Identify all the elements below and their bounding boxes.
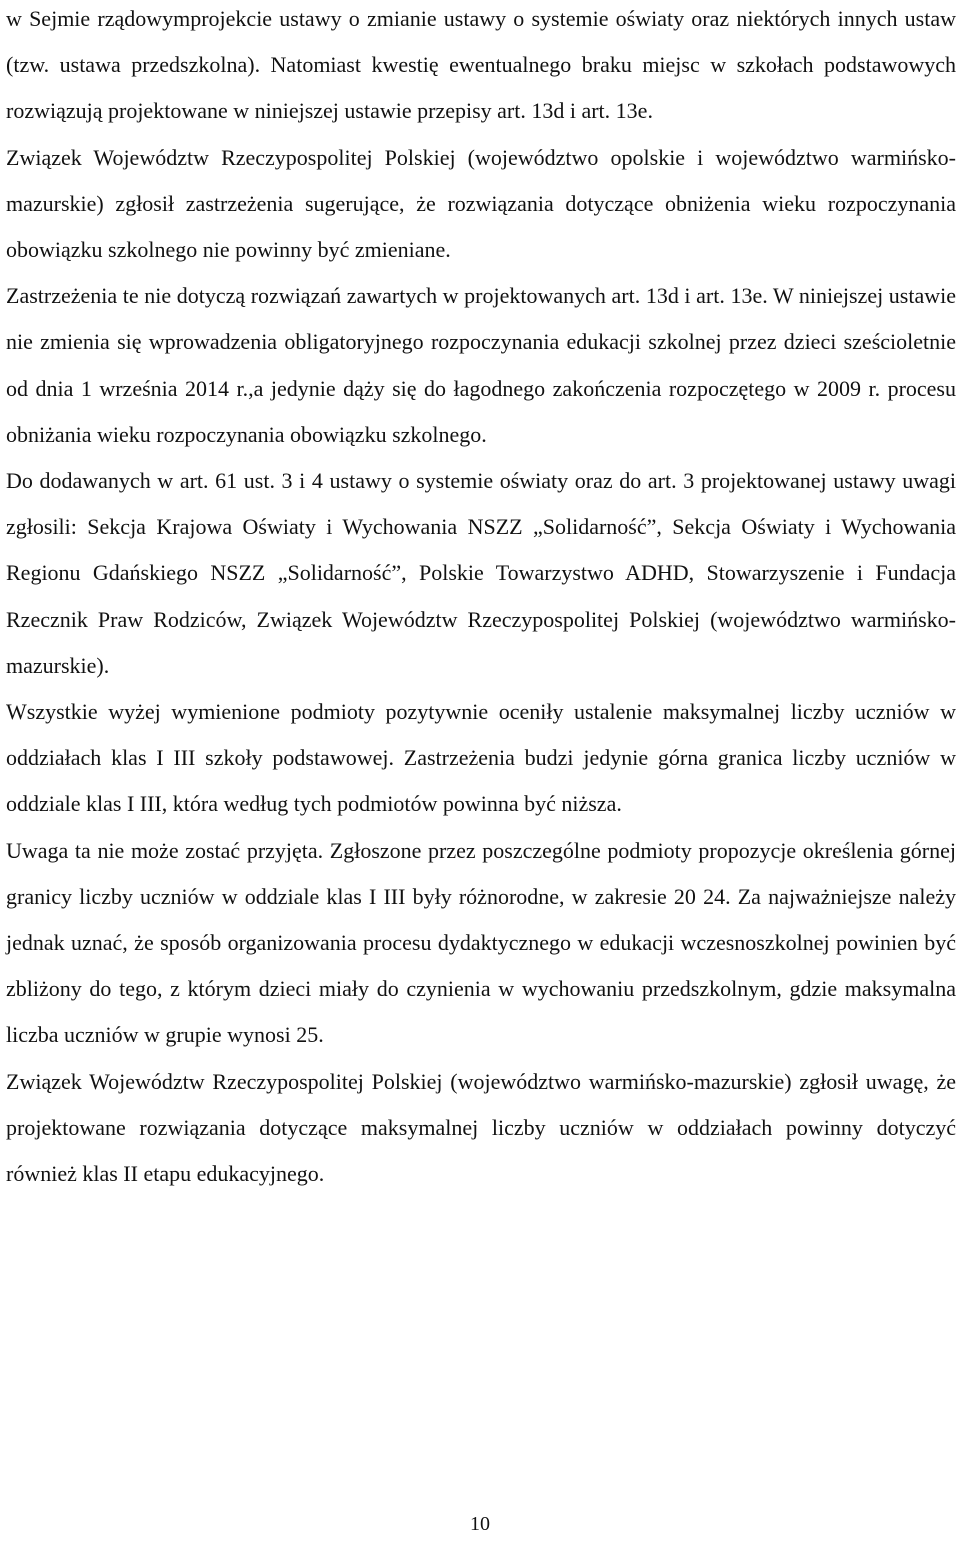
paragraph-zastrzezenia: Zastrzeżenia te nie dotyczą rozwiązań zawartych w projektowanych art. 13d i art. 13e. W niniejszej ustawie nie zmienia się wprowadzenia obligatoryjnego rozpoczynania edukacji szkolnej przez dzieci sześcioletnie od dnia 1 września 2014 r.,a jedynie dąży się do łagodnego zakończenia rozpoczętego w 2009 r. procesu obniżania wieku rozpoczynania obowiązku szkolnego.	[6, 283, 956, 447]
document-body	[6, 0, 956, 1197]
paragraph-uwaga-odrzucona: Uwaga ta nie może zostać przyjęta. Zgłoszone przez poszczególne podmioty propozycje określenia górnej granicy liczby uczniów w oddziale klas I III były różnorodne, w zakresie 20 24. Za najważniejsze należy jednak uznać, że sposób organizowania procesu dydaktycznego w edukacji wczesnoszkolnej powinien być zbliżony do tego, z którym dzieci miały do czynienia w wychowaniu przedszkolnym, gdzie maksymalna liczba uczniów w grupie wynosi 25.	[6, 837, 956, 1048]
paragraph-liczba-uczniow: Wszystkie wyżej wymienione podmioty pozytywnie oceniły ustalenie maksymalnej liczby uczniów w oddziałach klas I III szkoły podstawowej. Zastrzeżenia budzi jedynie górna granica liczby uczniów w oddziale klas I III, która według tych podmiotów powinna być niższa.	[6, 699, 956, 817]
paragraph-klasy-ii-etapu: Związek Województw Rzeczypospolitej Polskiej (województwo warmińsko-mazurskie) zgłosił uwagę, że projektowane rozwiązania dotyczące maksymalnej liczby uczniów w oddziałach powinny dotyczyć również klas II etapu edukacyjnego.	[6, 1068, 956, 1187]
paragraph-uwagi-art-61: Do dodawanych w art. 61 ust. 3 i 4 ustawy o systemie oświaty oraz do art. 3 projektowanej ustawy uwagi zgłosili: Sekcja Krajowa Oświaty i Wychowania NSZZ „Solidarność”, Sekcja Oświaty i Wychowania Regionu Gdańskiego NSZZ „Solidarność”, Polskie Towarzystwo ADHD, Stowarzyszenie i Fundacja Rzecznik Praw Rodziców, Związek Województw Rzeczypospolitej Polskiej (województwo warmińsko-mazurskie).	[6, 468, 956, 678]
paragraph-zwiazek-wojewodztw: Związek Województw Rzeczypospolitej Polskiej (województwo opolskie i województwo warmińsko-mazurskie) zgłosił zastrzeżenia sugerujące, że rozwiązania dotyczące obniżenia wieku rozpoczynania obowiązku szkolnego nie powinny być zmieniane.	[6, 144, 956, 263]
page-number: 10	[470, 1513, 490, 1535]
paragraph-continuation: w Sejmie rządowymprojekcie ustawy o zmianie ustawy o systemie oświaty oraz niektórych innych ustaw (tzw. ustawa przedszkolna). Natomiast kwestię ewentualnego braku miejsc w szkołach podstawowych rozwiązują projektowane w niniejszej ustawie przepisy art. 13d i art. 13e.	[6, 6, 956, 124]
